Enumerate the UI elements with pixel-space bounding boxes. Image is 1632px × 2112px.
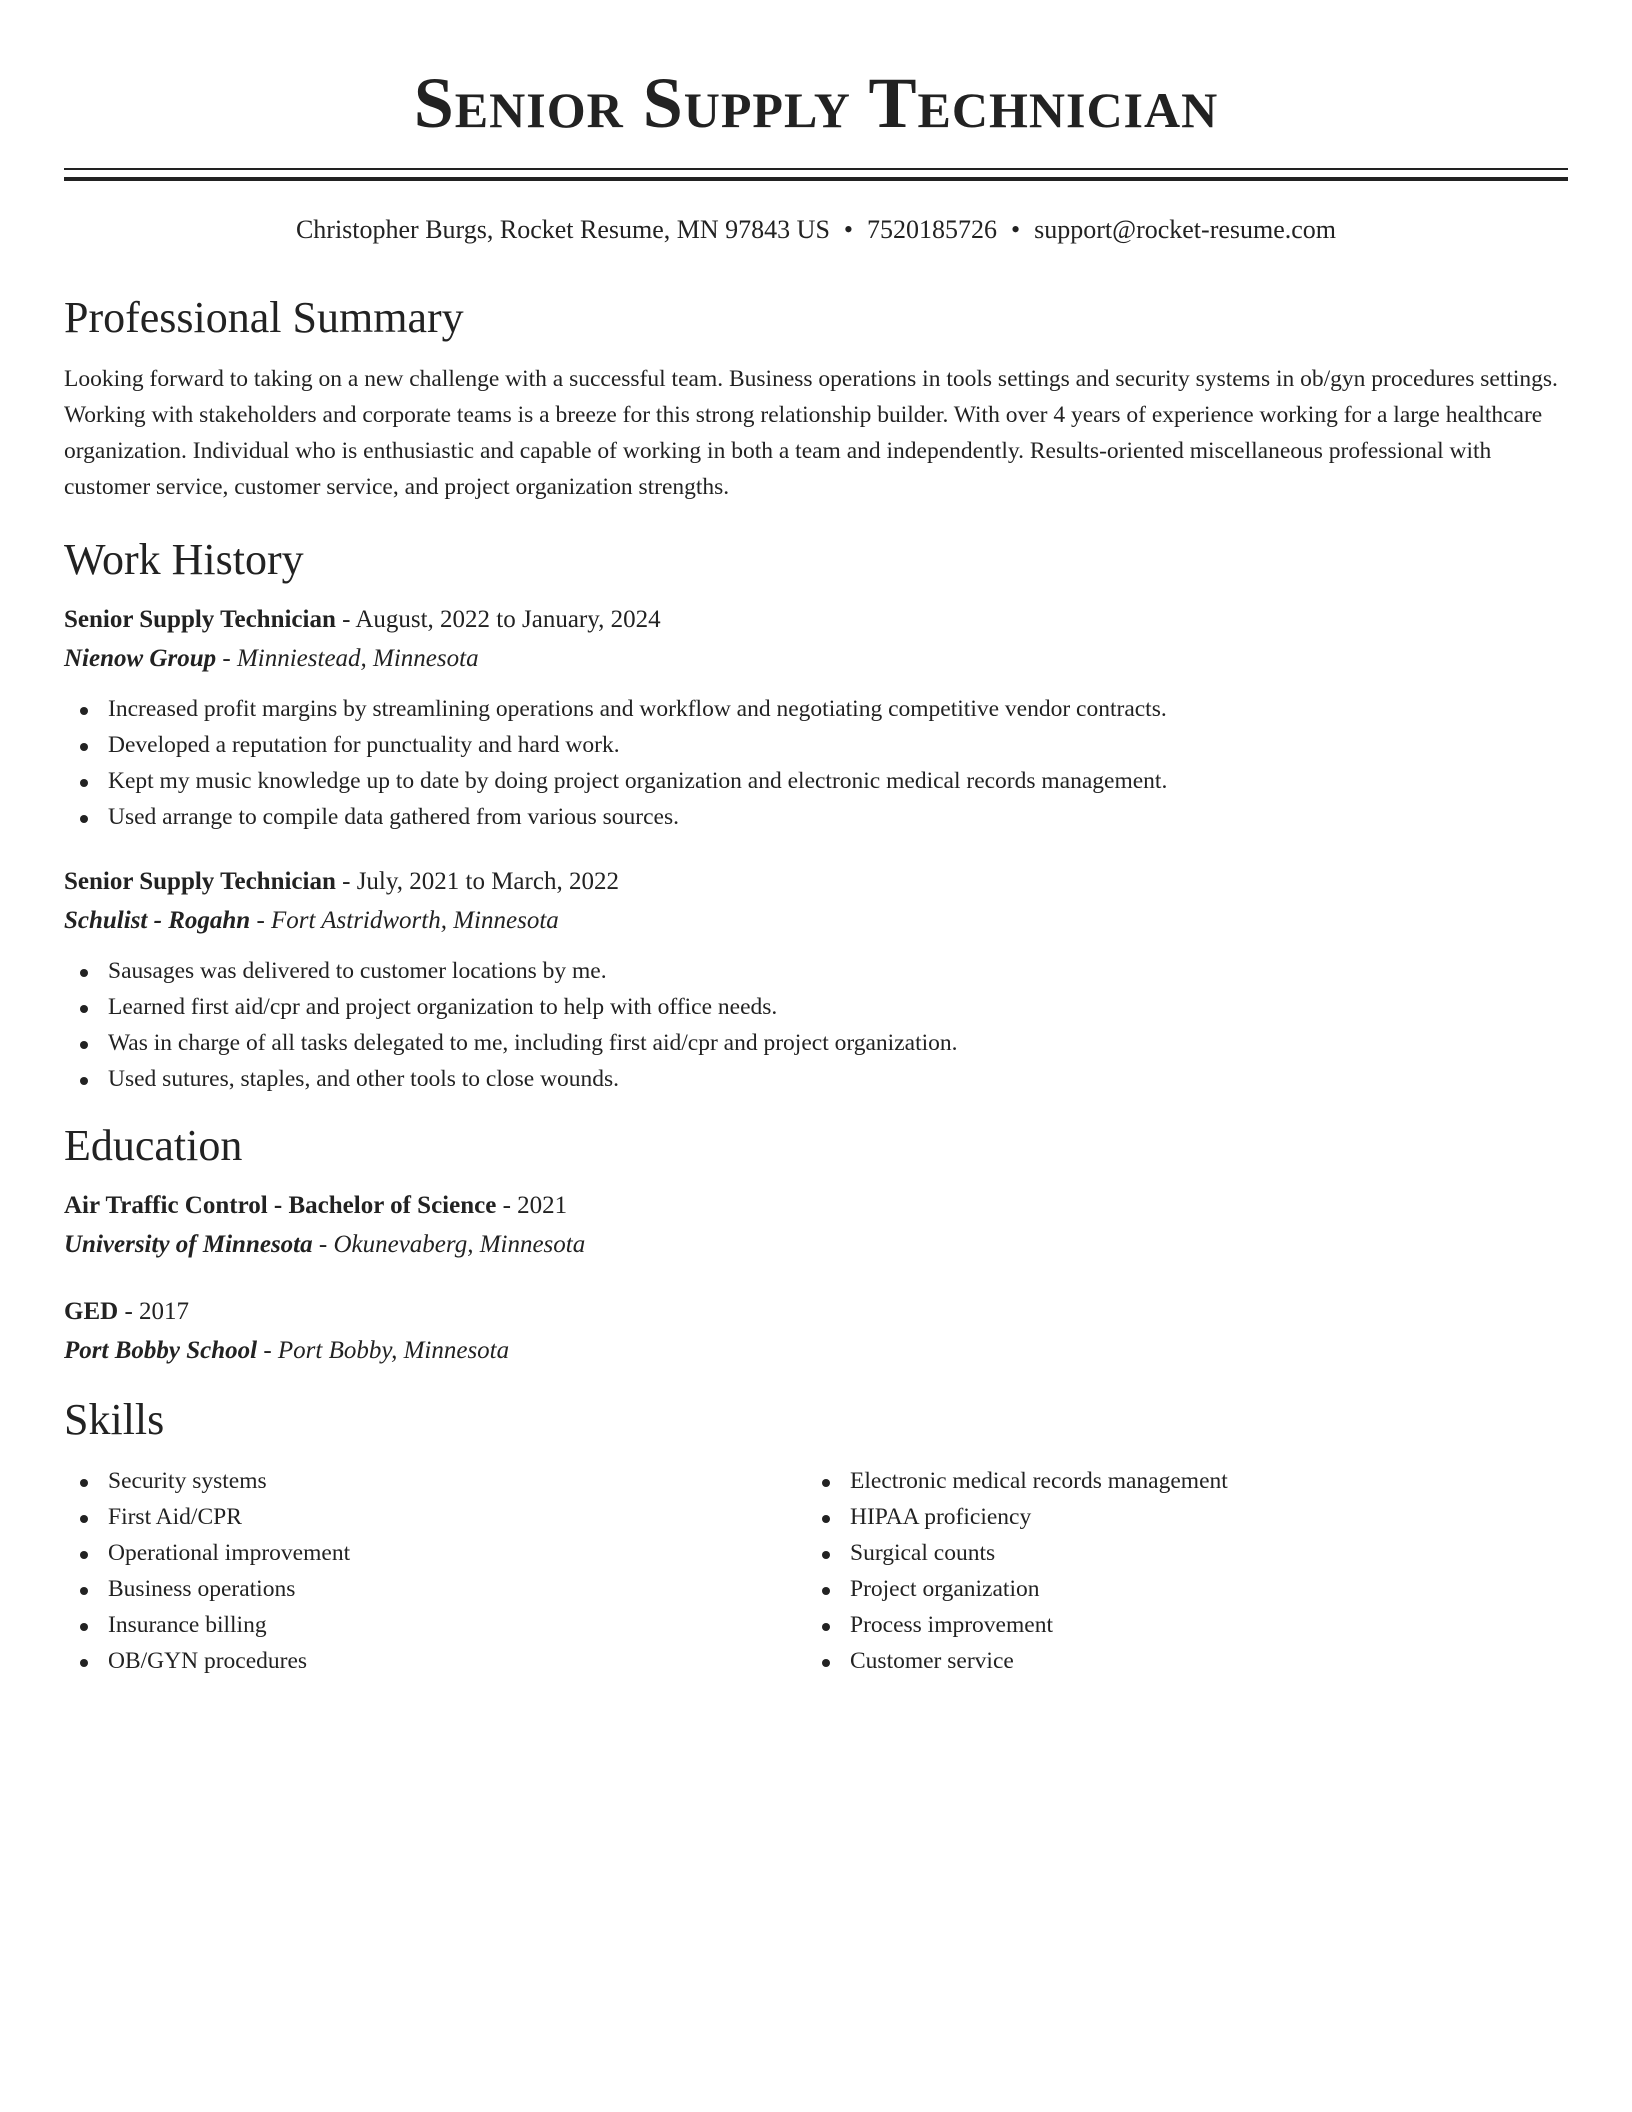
job-bullets [64, 953, 1568, 1097]
job-company-line [64, 639, 1568, 679]
education-entry [64, 1293, 1568, 1371]
contact-separator: • [1011, 215, 1021, 244]
skill-item: First Aid/CPR [64, 1499, 806, 1535]
degree-line [64, 1187, 1568, 1225]
job-entry [64, 601, 1568, 835]
skill-item: OB/GYN procedures [64, 1643, 806, 1679]
skill-item: Surgical counts [806, 1535, 1548, 1571]
resume-page [64, 0, 1568, 1679]
skill-item: Insurance billing [64, 1607, 806, 1643]
skill-item: Process improvement [806, 1607, 1548, 1643]
resume-title: Senior Supply Technician [413, 63, 1219, 143]
job-company: Nienow Group [64, 645, 217, 672]
job-location: - Fort Astridworth, Minnesota [250, 907, 559, 934]
job-title-line [64, 601, 1568, 639]
school-name: Port Bobby School [64, 1337, 258, 1364]
job-title-line [64, 863, 1568, 901]
skill-item: Security systems [64, 1463, 806, 1499]
school-line [64, 1331, 1568, 1371]
summary-text: Looking forward to taking on a new challenge with a successful team. Business operations in tools settings and security systems in ob/gyn procedures settings. Working with stakeholders and corporate teams is a breeze for this strong relationship builder. With over 4 years of experience working for a large healthcare organization. Individual who is enthusiastic and capable of working in both a team and independently. Results-oriented miscellaneous professional with customer service, customer service, and project organization strengths. [64, 366, 1558, 500]
skill-item: Customer service [806, 1643, 1548, 1679]
list-item: Learned first aid/cpr and project organization to help with office needs. [64, 989, 1568, 1025]
job-company: Schulist - Rogahn [64, 907, 251, 934]
list-item: Was in charge of all tasks delegated to me, including first aid/cpr and project organization. [64, 1025, 1568, 1061]
skill-item: Project organization [806, 1571, 1548, 1607]
contact-email: support@rocket-resume.com [1034, 215, 1337, 244]
contact-phone: 7520185726 [867, 215, 998, 244]
school-location: - Okunevaberg, Minnesota [312, 1231, 586, 1258]
job-bullets [64, 691, 1568, 835]
list-item: Developed a reputation for punctuality and hard work. [64, 727, 1568, 763]
school-line [64, 1225, 1568, 1265]
skills-list-right [806, 1463, 1548, 1679]
job-dates: - August, 2022 to January, 2024 [335, 606, 661, 633]
section-heading-education: Education [64, 1121, 243, 1170]
degree-year: - 2021 [496, 1192, 568, 1219]
section-heading-work-history: Work History [64, 535, 304, 584]
school-name: University of Minnesota [64, 1231, 313, 1258]
title-divider-thick [64, 177, 1568, 181]
job-title: Senior Supply Technician [64, 606, 336, 633]
section-heading-summary: Professional Summary [64, 293, 464, 342]
list-item: Used sutures, staples, and other tools to close wounds. [64, 1061, 1568, 1097]
school-location: - Port Bobby, Minnesota [257, 1337, 510, 1364]
contact-separator: • [843, 215, 854, 244]
contact-line [64, 213, 1568, 247]
skill-item: Business operations [64, 1571, 806, 1607]
job-dates: - July, 2021 to March, 2022 [335, 868, 619, 895]
degree: Air Traffic Control - Bachelor of Science [64, 1192, 497, 1219]
education-entry [64, 1187, 1568, 1265]
job-company-line [64, 901, 1568, 941]
job-location: - Minniestead, Minnesota [216, 645, 479, 672]
job-title: Senior Supply Technician [64, 868, 336, 895]
list-item: Kept my music knowledge up to date by doing project organization and electronic medical records management. [64, 763, 1568, 799]
skill-item: HIPAA proficiency [806, 1499, 1548, 1535]
degree-year: - 2017 [118, 1298, 190, 1325]
skill-item: Operational improvement [64, 1535, 806, 1571]
section-heading-skills: Skills [64, 1395, 165, 1444]
skill-item: Electronic medical records management [806, 1463, 1548, 1499]
degree: GED [64, 1298, 119, 1325]
degree-line [64, 1293, 1568, 1331]
list-item: Sausages was delivered to customer locations by me. [64, 953, 1568, 989]
list-item: Used arrange to compile data gathered from various sources. [64, 799, 1568, 835]
list-item: Increased profit margins by streamlining operations and workflow and negotiating competitive vendor contracts. [64, 691, 1568, 727]
job-entry [64, 863, 1568, 1097]
contact-address: Christopher Burgs, Rocket Resume, MN 97843 US [295, 215, 830, 244]
title-divider-thin [64, 168, 1568, 170]
skills-list-left [64, 1463, 806, 1679]
skills-columns [64, 1463, 1568, 1679]
